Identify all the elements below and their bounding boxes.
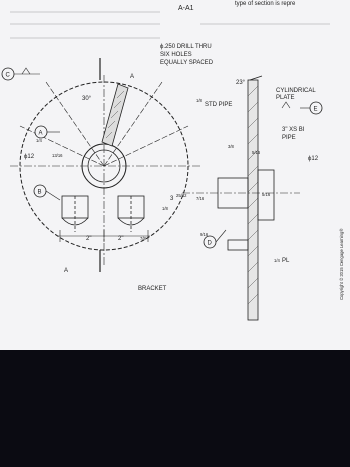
frac-1-8-std: 1/8 <box>196 98 202 103</box>
cut-a-top-label: A <box>130 74 135 80</box>
diameter-12-right: ϕ12 <box>308 156 319 162</box>
cylindrical-label-1: CYLINDRICAL <box>276 88 316 94</box>
bottom-dimensions <box>58 230 150 242</box>
lower-brackets <box>62 196 144 232</box>
std-pipe-label: STD PIPE <box>205 102 233 108</box>
callout-c-label: C <box>5 72 10 79</box>
callout-b-label: B <box>37 189 42 196</box>
frac-1-8-label: 1/8 <box>162 206 168 211</box>
frac-5-16-lower: 5/16 <box>262 192 271 197</box>
diameter-12-label: ϕ12 <box>24 154 35 160</box>
angle-30-label: 30° <box>82 96 92 102</box>
copyright-text: Copyright © 2015 Cengage Learning® <box>339 228 344 300</box>
section-label: A-A1 <box>178 5 194 12</box>
bracket-label: BRACKET <box>138 286 167 292</box>
frac-7-8-label: 7/8 <box>140 236 146 241</box>
dark-background <box>0 350 350 467</box>
frac-5-16-label: 5/16 <box>252 150 261 155</box>
frac-7-16-label: 7/16 <box>196 196 205 201</box>
callout-a-label: A <box>38 130 43 137</box>
frac-13-16-label: 13/16 <box>52 153 63 158</box>
frac-9-16-label: 9/16 <box>200 232 209 237</box>
callout-e-label: E <box>313 106 318 113</box>
drill-note-line2: SIX HOLES <box>160 52 192 58</box>
header-fragment-text: type of section is repre <box>235 1 296 7</box>
plate-view <box>10 58 200 272</box>
dim-3-25-32: 3 <box>170 196 174 202</box>
cylindrical-label-2: PLATE <box>276 95 295 101</box>
angle-23-label: 23° <box>236 80 246 86</box>
callout-d-label: D <box>207 240 212 247</box>
drill-note-line1: ϕ.250 DRILL THRU <box>160 44 212 50</box>
dim-2-left: 2" <box>86 236 92 242</box>
frac-3-8-label: 3/8 <box>228 144 234 149</box>
header-rule-lines <box>10 12 330 38</box>
pl-label: PL <box>282 258 290 264</box>
xs-pipe-label-2: PIPE <box>282 135 296 141</box>
dim-2-right: 2" <box>118 236 124 242</box>
frac-1-4-pl: 1/4 <box>274 258 280 263</box>
cut-a-bottom-label: A <box>64 268 69 274</box>
frac-25-32-label: 25/32 <box>176 193 187 198</box>
xs-pipe-label-1: 3" XS BI <box>282 127 305 133</box>
drill-note-line3: EQUALLY SPACED <box>160 60 214 66</box>
frac-1-4-label: 1/4 <box>36 138 42 143</box>
